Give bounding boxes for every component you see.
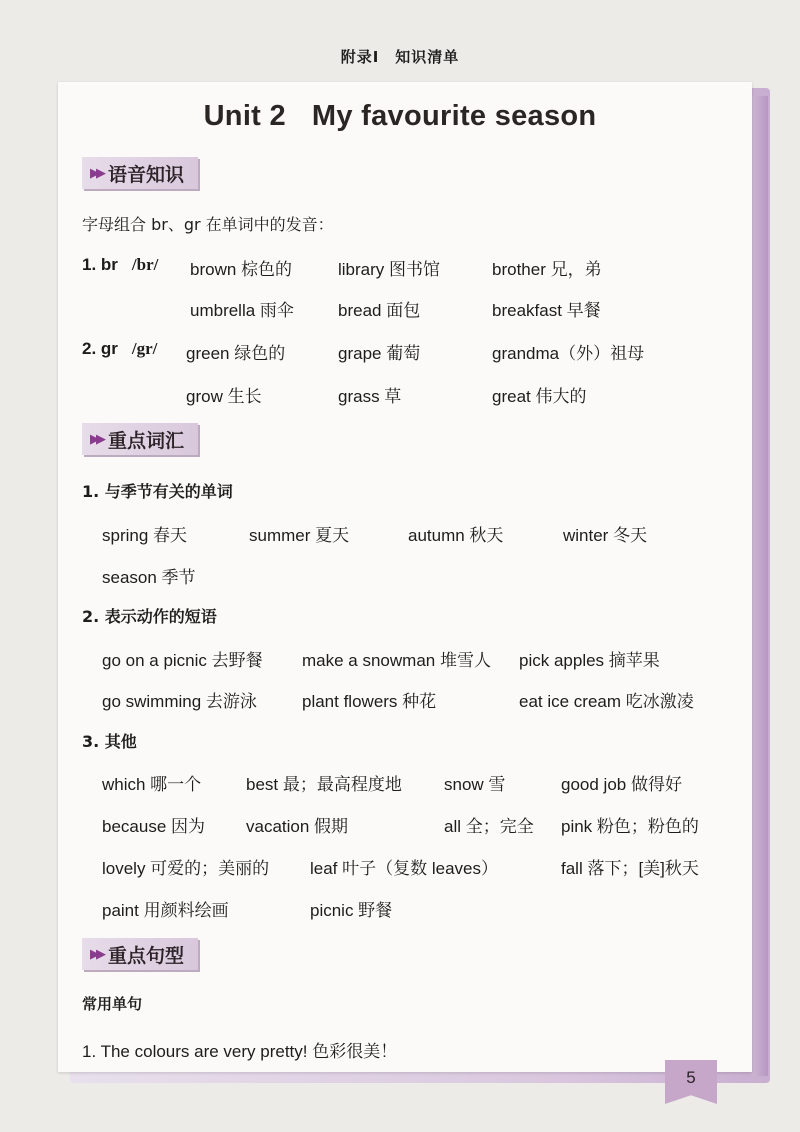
vocab-item: autumn 秋天 xyxy=(408,526,504,545)
running-header: 附录Ⅰ 知识清单 xyxy=(340,48,460,66)
vocab-group-heading: 1. 与季节有关的单词 xyxy=(82,482,233,501)
double-arrow-icon: ▶▶ xyxy=(90,946,102,962)
page-title xyxy=(0,100,800,133)
double-arrow-icon: ▶▶ xyxy=(90,431,102,447)
vocab-item: leaf 叶子（复数 leaves） xyxy=(310,859,498,878)
page-edge xyxy=(752,96,768,1076)
section-sentences-heading: ▶▶ 重点句型 xyxy=(82,938,198,970)
vocab-item: eat ice cream 吃冰激凌 xyxy=(519,692,694,711)
vocab-item: all 全；完全 xyxy=(444,817,534,836)
vocab-item: snow 雪 xyxy=(444,775,506,794)
vocab-item: picnic 野餐 xyxy=(310,901,393,920)
phonics-word: library 图书馆 xyxy=(338,260,441,279)
unit-label: Unit 2 xyxy=(203,100,286,132)
vocab-item: because 因为 xyxy=(102,817,205,836)
vocab-item: go swimming 去游泳 xyxy=(102,692,257,711)
vocab-item: which 哪一个 xyxy=(102,775,202,794)
sentences-subheading: 常用单句 xyxy=(82,995,143,1013)
vocab-item: plant flowers 种花 xyxy=(302,692,437,711)
vocab-item: good job 做得好 xyxy=(561,775,682,794)
vocab-item: pink 粉色；粉色的 xyxy=(561,817,699,836)
phonics-word: grow 生长 xyxy=(186,387,262,406)
phonics-word: grape 葡萄 xyxy=(338,344,421,363)
unit-name: My favourite season xyxy=(311,100,597,132)
phonics-word: grandma（外）祖母 xyxy=(492,344,645,363)
vocab-group-heading: 3. 其他 xyxy=(82,732,137,751)
section-phonics-heading: ▶▶ 语音知识 xyxy=(82,157,198,189)
phonics-word: brown 棕色的 xyxy=(190,260,293,279)
vocab-item: vacation 假期 xyxy=(246,817,349,836)
section-vocab-heading: ▶▶ 重点词汇 xyxy=(82,423,198,455)
vocab-item: lovely 可爱的；美丽的 xyxy=(102,859,270,878)
phonics-intro: 字母组合 br、gr 在单词中的发音： xyxy=(82,215,334,234)
phonics-word: great 伟大的 xyxy=(492,387,587,406)
sentence-item: 1. The colours are very pretty! 色彩很美！ xyxy=(82,1042,398,1061)
vocab-item: summer 夏天 xyxy=(249,526,350,545)
vocab-item: spring 春天 xyxy=(102,526,188,545)
phonics-row-1-num: 1. br /br/ xyxy=(82,255,159,274)
vocab-item: go on a picnic 去野餐 xyxy=(102,651,263,670)
phonics-word: breakfast 早餐 xyxy=(492,301,601,320)
vocab-item: make a snowman 堆雪人 xyxy=(302,651,491,670)
vocab-item: winter 冬天 xyxy=(563,526,648,545)
double-arrow-icon: ▶▶ xyxy=(90,165,102,181)
phonics-word: green 绿色的 xyxy=(186,344,286,363)
vocab-item: pick apples 摘苹果 xyxy=(519,651,660,670)
phonics-word: bread 面包 xyxy=(338,301,421,320)
vocab-item: fall 落下；[美]秋天 xyxy=(561,859,699,878)
vocab-item: best 最；最高程度地 xyxy=(246,775,402,794)
phonics-row-2-num: 2. gr /gr/ xyxy=(82,339,158,358)
phonics-word: brother 兄，弟 xyxy=(492,260,602,279)
page-number: 5 xyxy=(686,1068,696,1087)
vocab-item: season 季节 xyxy=(102,568,196,587)
vocab-item: paint 用颜料绘画 xyxy=(102,901,229,920)
phonics-word: umbrella 雨伞 xyxy=(190,301,294,320)
phonics-word: grass 草 xyxy=(338,387,402,406)
vocab-group-heading: 2. 表示动作的短语 xyxy=(82,607,217,626)
